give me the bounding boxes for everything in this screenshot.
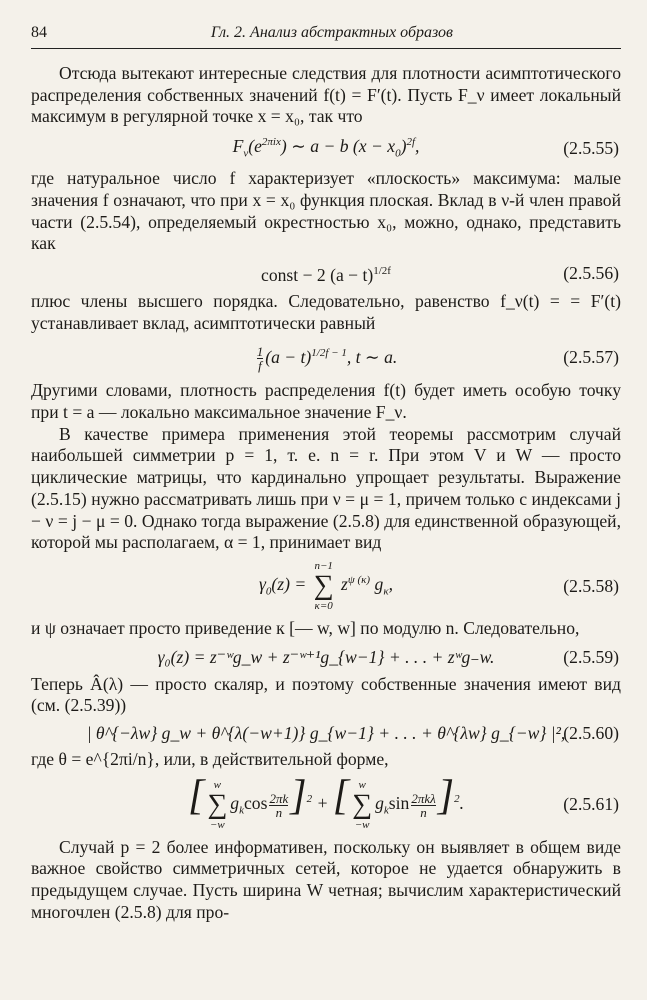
paragraph-8: где θ = e^{2πi/n}, или, в действительной форме,: [31, 749, 389, 770]
paragraph-4: Другими словами, плотность распределения f(t) будет иметь особую точку при t = a — локально максимальное значение F_ν.: [31, 380, 621, 423]
equation-2-5-57: $\frac{1}{f}$ $(a - t)^{1/2f - 1}$, t ∼ a. (2.5.57): [256, 344, 619, 374]
paragraph-2: где натуральное число f характеризует «плоскость» максимума: малые значения f означают, что при x = x₀ функция плоская. Вклад в ν-й член правой части (2.5.54), определяемый окрестностью x₀, можно, однако, представить как: [31, 168, 621, 254]
paragraph-6: и ψ означает просто приведение к [— w, w] по модулю n. Следовательно,: [31, 617, 580, 638]
running-title: Гл. 2. Анализ абстрактных образов: [210, 24, 453, 41]
equation-number: (2.5.59): [563, 646, 619, 667]
paragraph-5: В качестве примера применения этой теоремы рассмотрим случай наибольшей симметрии p = 1, т. е. n = r. При этом V и W — просто циклические матрицы, что кардинально упрощает результаты. Выражение (2.5.15) нужно рассматривать лишь при ν = μ = 1, причем только с индексами j − ν = j − μ = 0. Однако тогда выражение (2.5.8) для единственной образующей, которой мы располагаем, α = 1, принимает вид: [31, 423, 621, 553]
equation-2-5-56: const − 2 $(a - t)^{1/2f}$ (2.5.56): [261, 262, 619, 285]
page-body: [31, 63, 621, 924]
equation-2-5-61: [ w ∑ −w $g_k\cos$ $\frac{2\pi k}{n}$ ]$^2$ + [ w ∑ −w $g_k\sin$ $\frac{\text{2πkλ}}{n}$ ]$^2$. (2.5.61): [187, 773, 619, 832]
paragraph-1: Отсюда вытекают интересные следствия для плотности асимптотического распределения собственных значений f(t) = F′(t). Пусть F_ν имеет локальный максимум в регулярной точке x = x₀, так что: [31, 63, 621, 127]
equation-2-5-59: γ₀(z) = z⁻ʷg_w + z⁻ʷ⁺¹g_{w−1} + . . . + zʷg₋w. (2.5.59): [157, 646, 619, 667]
equation-number: (2.5.61): [563, 793, 619, 814]
equation-number: (2.5.58): [563, 575, 619, 596]
paragraph-9: Случай p = 2 более информативен, поскольку он выявляет в общем виде важное свойство симметричных сетей, которое не удается обнаружить в предыдущем случае. Пусть ширина W четная; вычислим характеристический многочлен (2.5.8) для про-: [31, 836, 621, 922]
equation-number: (2.5.57): [563, 347, 619, 368]
equation-number: (2.5.55): [563, 138, 619, 159]
equation-number: (2.5.56): [563, 262, 619, 283]
page-number: 84: [31, 24, 47, 41]
equation-2-5-58: $\gamma_0(z)$ = n−1 ∑ κ=0 $z^{\psi (\kappa)}$ $g_\kappa$, (2.5.58): [258, 559, 619, 612]
page-header: [31, 24, 621, 46]
paragraph-7: Теперь Â(λ) — просто скаляр, и поэтому собственные значения имеют вид (см. (2.5.39)): [31, 673, 621, 716]
equation-number: (2.5.60): [563, 723, 619, 744]
paragraph-3: плюс члены высшего порядка. Следовательно, равенство f_ν(t) = = F′(t) устанавливает вклад, асимптотически равный: [31, 290, 621, 333]
equation-2-5-60: | θ^{−λw} g_w + θ^{λ(−w+1)} g_{w−1} + . . . + θ^{λw} g_{−w} |², (2.5.60): [86, 723, 619, 744]
header-rule: [31, 48, 621, 49]
equation-2-5-55: $F_\nu(e^{2\pi ix})$ ∼ a − b $(x - x_0)^{2f}$, (2.5.55): [232, 136, 619, 160]
